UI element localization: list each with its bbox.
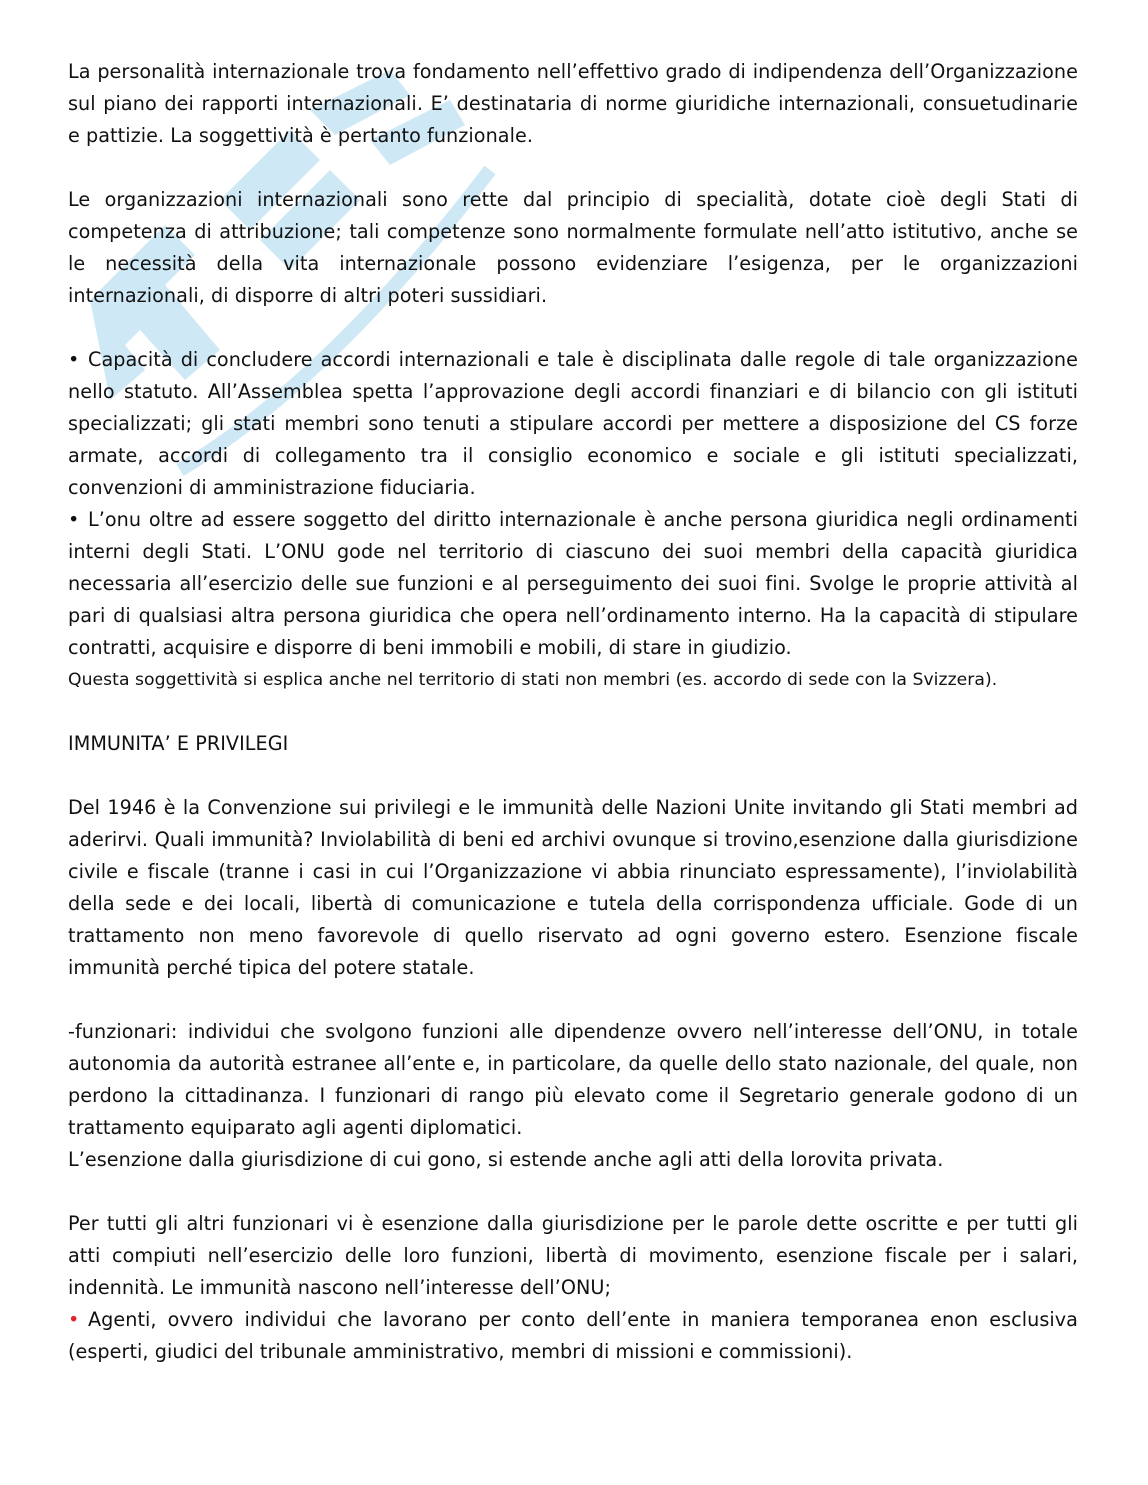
paragraph-convention-1946: Del 1946 è la Convenzione sui privilegi e le immunità delle Nazioni Unite invitando gli Stati membri ad aderirvi. Quali immunità? Inviolabilità di beni ed archivi ovunque si trovino,esenzione dalla giurisdizione civile e fiscale (tranne i casi in cui l’Organizzazione vi abbia rinunciato espressamente), l’inviolabilità della sede e dei locali, libertà di comunicazione e tutela della corrispondenza ufficiale. Gode di un trattamento non meno favorevole di quello riservato ad ogni governo estero. Esenzione fiscale immunità perché tipica del potere statale. — [68, 796, 1078, 979]
paragraph-gap — [68, 152, 1078, 184]
bullet-text: Capacità di concludere accordi internazionali e tale è disciplinata dalle regole di tale organizzazione nello statuto. All’Assemblea spetta l’approvazione degli accordi finanziari e di bilancio con gli istituti specializzati; gli stati membri sono tenuti a stipulare accordi per mettere a disposizione del CS forze armate, accordi di collegamento tra il consiglio economico e sociale e gli istituti specializzati, convenzioni di amministrazione fiduciaria. — [68, 348, 1078, 499]
section-heading: IMMUNITA’ E PRIVILEGI — [68, 732, 289, 755]
bullet-text: L’onu oltre ad essere soggetto del diritto internazionale è anche persona giuridica negli ordinamenti interni degli Stati. L’ONU gode nel territorio di ciascuno dei suoi membri della capacità giuridica necessaria all’esercizio delle sue funzioni e al perseguimento dei suoi fini. Svolge le proprie attività al pari di qualsiasi altra persona giuridica che opera nell’ordinamento interno. Ha la capacità di stipulare contratti, acquisire e disporre di beni immobili e mobili, di stare in giudizio. — [68, 508, 1078, 659]
document-page — [68, 56, 1078, 1368]
bullet-item-legal-person — [68, 504, 1078, 664]
bullet-marker-red: • — [68, 1308, 80, 1331]
paragraph-gap — [68, 1176, 1078, 1208]
bullet-marker: • — [68, 348, 80, 371]
bullet-marker: • — [68, 508, 80, 531]
paragraph-gap — [68, 312, 1078, 344]
bullet-item-treaty-capacity — [68, 344, 1078, 504]
bullet-text: Agenti, ovvero individui che lavorano per conto dell’ente in maniera temporanea enon esclusiva (esperti, giudici del tribunale amministrativo, membri di missioni e commissioni). — [68, 1308, 1078, 1363]
paragraph-gap — [68, 760, 1078, 792]
bullet-item-legal-person-tail: Questa soggettività si esplica anche nel territorio di stati non membri (es. accordo di sede con la Svizzera). — [68, 670, 998, 690]
paragraph-gap — [68, 696, 1078, 728]
paragraph-jurisdiction-exemption: L’esenzione dalla giurisdizione di cui gono, si estende anche agli atti della lorovita privata. — [68, 1148, 944, 1171]
paragraph-speciality-principle: Le organizzazioni internazionali sono rette dal principio di specialità, dotate cioè degli Stati di competenza di attribuzione; tali competenze sono normalmente formulate nell’atto istitutivo, anche se le necessità della vita internazionale possono evidenziare l’esigenza, per le organizzazioni internazionali, di disporre di altri poteri sussidiari. — [68, 188, 1078, 307]
paragraph-international-personality: La personalità internazionale trova fondamento nell’effettivo grado di indipendenza dell’Organizzazione sul piano dei rapporti internazionali. E’ destinataria di norme giuridiche internazionali, consuetudinarie e pattizie. La soggettività è pertanto funzionale. — [68, 60, 1078, 147]
bullet-item-agents — [68, 1304, 1078, 1368]
paragraph-other-officials: Per tutti gli altri funzionari vi è esenzione dalla giurisdizione per le parole dette oscritte e per tutti gli atti compiuti nell’esercizio delle loro funzioni, libertà di movimento, esenzione fiscale per i salari, indennità. Le immunità nascono nell’interesse dell’ONU; — [68, 1212, 1078, 1299]
paragraph-officials: -funzionari: individui che svolgono funzioni alle dipendenze ovvero nell’interesse dell’ONU, in totale autonomia da autorità estranee all’ente e, in particolare, da quelle dello stato nazionale, del quale, non perdono la cittadinanza. I funzionari di rango più elevato come il Segretario generale godono di un trattamento equiparato agli agenti diplomatici. — [68, 1020, 1078, 1139]
paragraph-gap — [68, 984, 1078, 1016]
